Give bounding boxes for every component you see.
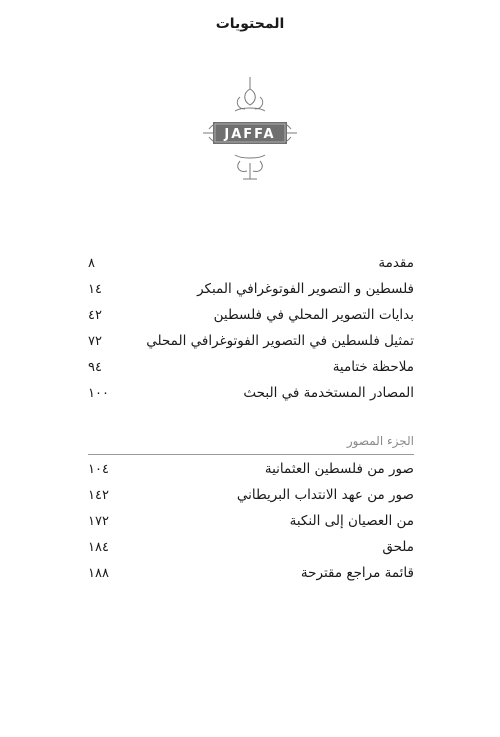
toc-title: ملحق — [382, 539, 414, 555]
toc-page-number: ١٨٨ — [88, 566, 109, 581]
toc-row[interactable] — [88, 255, 414, 275]
section-heading: الجزء المصور — [346, 434, 414, 448]
toc-title: ملاحظة ختامية — [332, 359, 414, 375]
toc-row[interactable] — [88, 539, 414, 559]
toc-page-number: ١٠٤ — [88, 462, 109, 477]
toc-row[interactable] — [88, 333, 414, 353]
toc-page-number: ١٠٠ — [88, 386, 109, 401]
toc-title: صور من فلسطين العثمانية — [264, 461, 414, 477]
toc-title: فلسطين و التصوير الفوتوغرافي المبكر — [197, 281, 414, 297]
toc-row[interactable] — [88, 513, 414, 533]
page-title: المحتويات — [215, 16, 285, 32]
toc-title: المصادر المستخدمة في البحث — [243, 385, 414, 401]
toc-title: قائمة مراجع مقترحة — [300, 565, 414, 581]
toc-row[interactable] — [88, 487, 414, 507]
toc-title: تمثيل فلسطين في التصوير الفوتوغرافي المحلي — [146, 333, 414, 349]
toc-row[interactable] — [88, 461, 414, 481]
toc-page-number: ١٨٤ — [88, 540, 109, 555]
toc-title: مقدمة — [378, 255, 414, 271]
toc-page-number: ٩٤ — [88, 360, 102, 375]
jaffa-emblem — [195, 75, 305, 185]
toc-title: بدايات التصوير المحلي في فلسطين — [213, 307, 414, 323]
toc-page-number: ١٤٢ — [88, 488, 109, 503]
toc-title: من العصيان إلى النكبة — [289, 513, 414, 529]
toc-page-number: ١٧٢ — [88, 514, 109, 529]
section-divider — [88, 454, 414, 455]
toc-row[interactable] — [88, 281, 414, 301]
toc-page-number: ٨ — [88, 256, 95, 271]
toc-title: صور من عهد الانتداب البريطاني — [236, 487, 414, 503]
emblem-text: JAFFA — [224, 127, 276, 142]
toc-row[interactable] — [88, 307, 414, 327]
toc-page-number: ١٤ — [88, 282, 102, 297]
toc-row[interactable] — [88, 359, 414, 379]
toc-row[interactable] — [88, 565, 414, 585]
toc-page-number: ٧٢ — [88, 334, 102, 349]
toc-row[interactable] — [88, 385, 414, 405]
toc-page-number: ٤٢ — [88, 308, 102, 323]
